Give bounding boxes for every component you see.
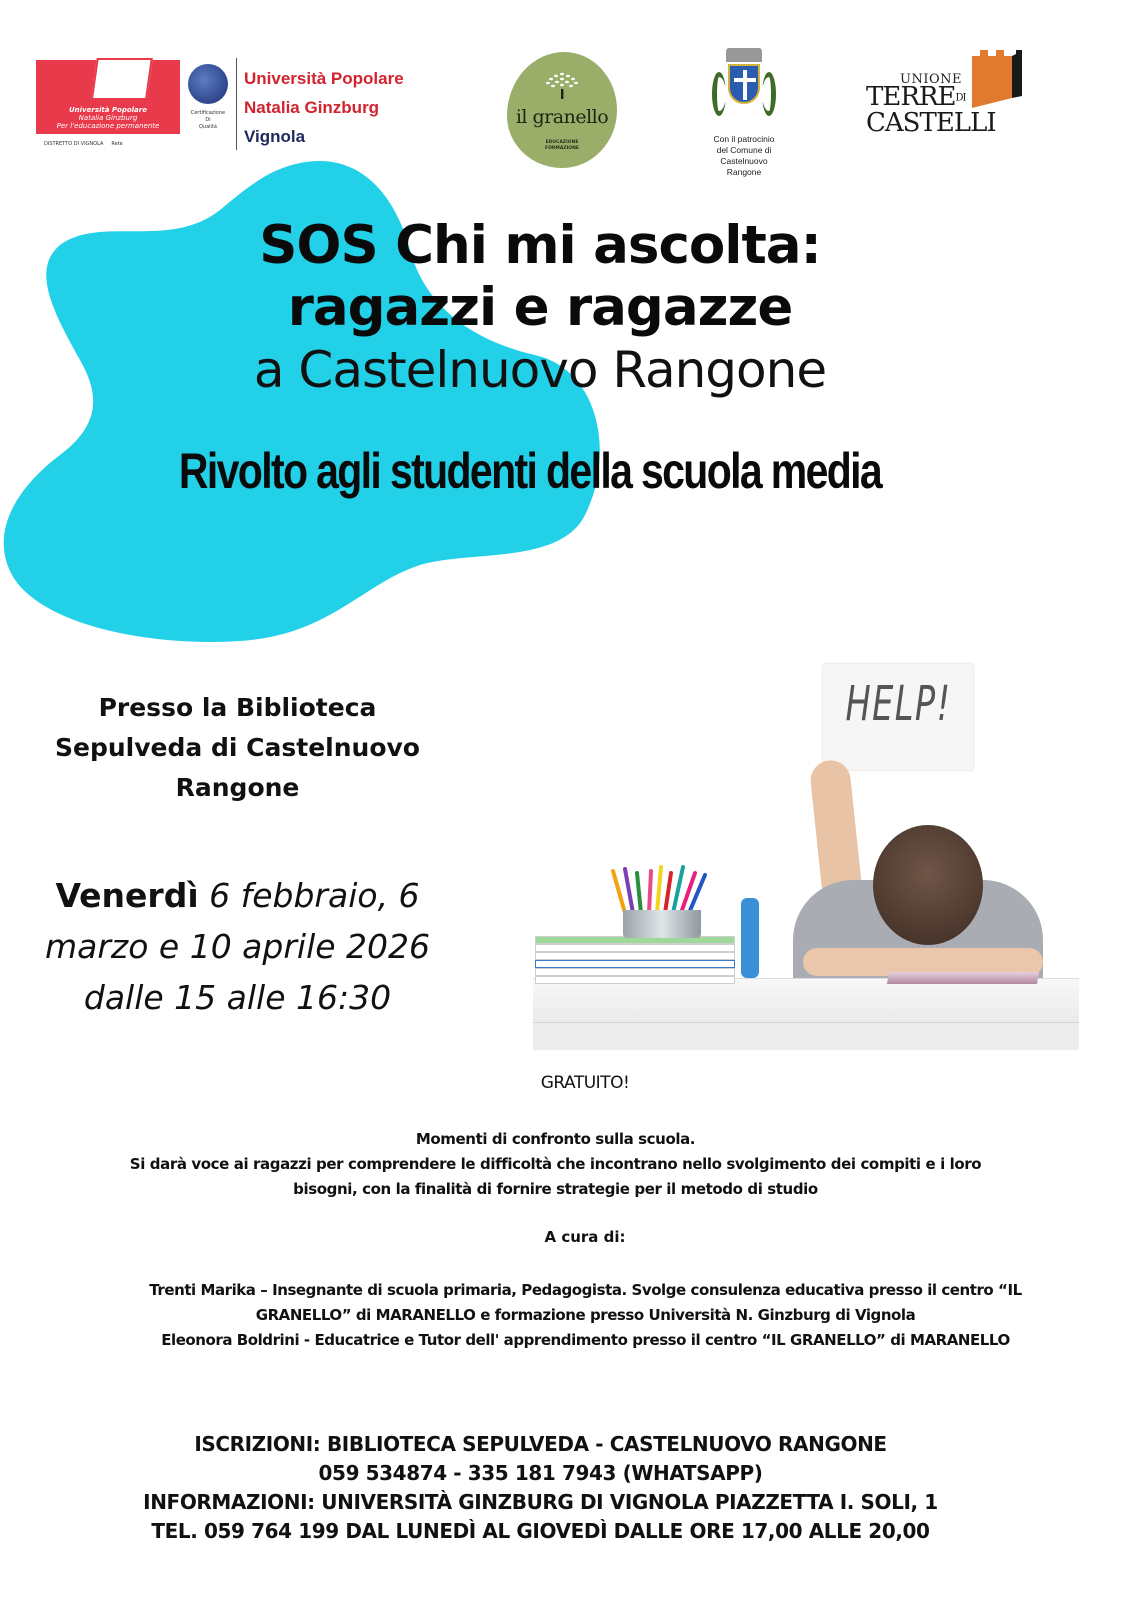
- book: [535, 976, 735, 984]
- venue-info: [30, 688, 445, 808]
- district-label: [44, 141, 123, 147]
- terre-di-word: DI: [955, 92, 966, 104]
- pencil-pot: [623, 910, 701, 938]
- open-book-pages-icon: [91, 58, 153, 98]
- book: [535, 952, 735, 960]
- information-phone-hours: TEL. 059 764 199 DAL LUNEDÌ AL GIOVEDÌ DALLE ORE 17,00 ALLE 20,00: [151, 1519, 930, 1543]
- granello-subtitle-line: FORMAZIONE: [545, 146, 579, 151]
- wreath-right-icon: [762, 72, 776, 116]
- granello-name: il granello: [515, 106, 609, 128]
- title-location: a Castelnuovo Rangone: [253, 341, 827, 399]
- patronage-line: Rangone: [726, 167, 762, 177]
- boy-head: [873, 825, 983, 945]
- patronage-line: Con il patrocinio: [713, 134, 775, 144]
- free-label: GRATUITO!: [540, 1073, 630, 1093]
- certification-line: Certificazione: [190, 110, 226, 116]
- patronage-line: Castelnuovo: [720, 156, 768, 166]
- dates-line-1: [30, 870, 445, 921]
- information-address: INFORMAZIONI: UNIVERSITÀ GINZBURG DI VIGNOLA PIAZZETTA I. SOLI, 1: [143, 1490, 938, 1514]
- colored-pencils-icon: [605, 865, 715, 915]
- curator-line: Trenti Marika – Insegnante di scuola primaria, Pedagogista. Svolge consulenza educativa presso il centro “IL: [149, 1281, 1022, 1299]
- open-notebook: [887, 972, 1039, 984]
- venue-line: Presso la Biblioteca: [98, 693, 377, 722]
- castle-tower-icon: [972, 50, 1022, 108]
- quality-certification-icon: [188, 64, 228, 104]
- event-dates: [30, 870, 445, 1023]
- logo-terre-di-castelli: [860, 48, 1035, 148]
- contact-footer: [0, 1430, 1131, 1546]
- registration-phones: 059 534874 - 335 181 7943 (WHATSAPP): [318, 1461, 763, 1485]
- book: [535, 960, 735, 968]
- terre-castelli-text: CASTELLI: [866, 108, 996, 138]
- title-line-2: ragazzi e ragazze: [287, 277, 793, 338]
- time-range: dalle 15 alle 16:30: [83, 978, 392, 1017]
- certification-label: [180, 110, 236, 131]
- audience-subtitle: Rivolto agli studenti della scuola media: [178, 443, 882, 499]
- photo-boy-help-sign: [533, 660, 1079, 1050]
- book: [535, 968, 735, 976]
- certification-line: Qualità: [199, 124, 217, 130]
- dates-line-2: marzo e 10 aprile 2026: [44, 927, 431, 966]
- universita-name-line: Natalia Ginzburg: [244, 98, 380, 117]
- terre-word: TERRE: [866, 82, 956, 112]
- event-title: [0, 215, 1080, 401]
- curator-line: Eleonora Boldrini - Educatrice e Tutor dell' apprendimento presso il centro “IL GRANELLO” di MARANELLO: [161, 1331, 1010, 1349]
- tree-icon: [542, 70, 582, 100]
- curators-list: [0, 1278, 1131, 1353]
- logo-il-granello: [507, 52, 617, 168]
- patronage-caption: [700, 134, 788, 178]
- logo-comune-castelnuovo: [706, 48, 782, 183]
- help-sign: [823, 664, 973, 770]
- granello-subtitle: [507, 140, 617, 152]
- book-label-line: Natalia Ginzburg: [78, 114, 138, 122]
- book-label: [36, 106, 180, 130]
- help-sign-text: HELP!: [845, 676, 952, 732]
- logo-universita-popolare: [30, 50, 440, 155]
- certification-line: Di: [205, 117, 211, 123]
- description-line: Momenti di confronto sulla scuola.: [415, 1130, 696, 1148]
- universita-name: [244, 64, 404, 151]
- terre-unione-text: UNIONE: [900, 72, 962, 87]
- book: [535, 944, 735, 952]
- logo-divider: [236, 58, 237, 150]
- network-text: Rete: [111, 141, 123, 147]
- description-line: bisogni, con la finalità di fornire strategie per il metodo di studio: [293, 1180, 818, 1198]
- patronage-line: del Comune di: [716, 145, 772, 155]
- granello-subtitle-line: EDUCAZIONE: [545, 140, 579, 145]
- district-text: DISTRETTO DI VIGNOLA: [44, 141, 104, 147]
- weekday-label: Venerdì: [55, 876, 199, 915]
- universita-name-line: Università Popolare: [244, 69, 404, 88]
- red-book-icon: [36, 60, 180, 134]
- registration-info: ISCRIZIONI: BIBLIOTECA SEPULVEDA - CASTELNUOVO RANGONE: [194, 1432, 887, 1456]
- universita-city: Vignola: [244, 127, 306, 146]
- curator-line: GRANELLO” di MARANELLO e formazione presso Università N. Ginzburg di Vignola: [255, 1306, 916, 1324]
- wreath-left-icon: [712, 72, 726, 116]
- title-line-1: SOS Chi mi ascolta:: [259, 215, 821, 276]
- book-label-line: Università Popolare: [69, 106, 147, 114]
- cross-icon: [734, 78, 756, 82]
- crown-icon: [726, 48, 762, 62]
- venue-line: Rangone: [175, 773, 300, 802]
- event-description: [0, 1127, 1131, 1202]
- cross-icon: [743, 70, 747, 100]
- curators-heading: A cura di:: [544, 1228, 626, 1246]
- coat-of-arms-shield-icon: [728, 64, 760, 104]
- book-stack: [535, 936, 745, 984]
- desk-front: [533, 1022, 1079, 1050]
- dates-text: 6 febbraio, 6: [198, 876, 420, 915]
- venue-line: Sepulveda di Castelnuovo: [55, 733, 420, 762]
- book-label-line: Per l'educazione permanente: [56, 122, 160, 130]
- description-line: Si darà voce ai ragazzi per comprendere le difficoltà che incontrano nello svolgimento dei compiti e i loro: [129, 1155, 982, 1173]
